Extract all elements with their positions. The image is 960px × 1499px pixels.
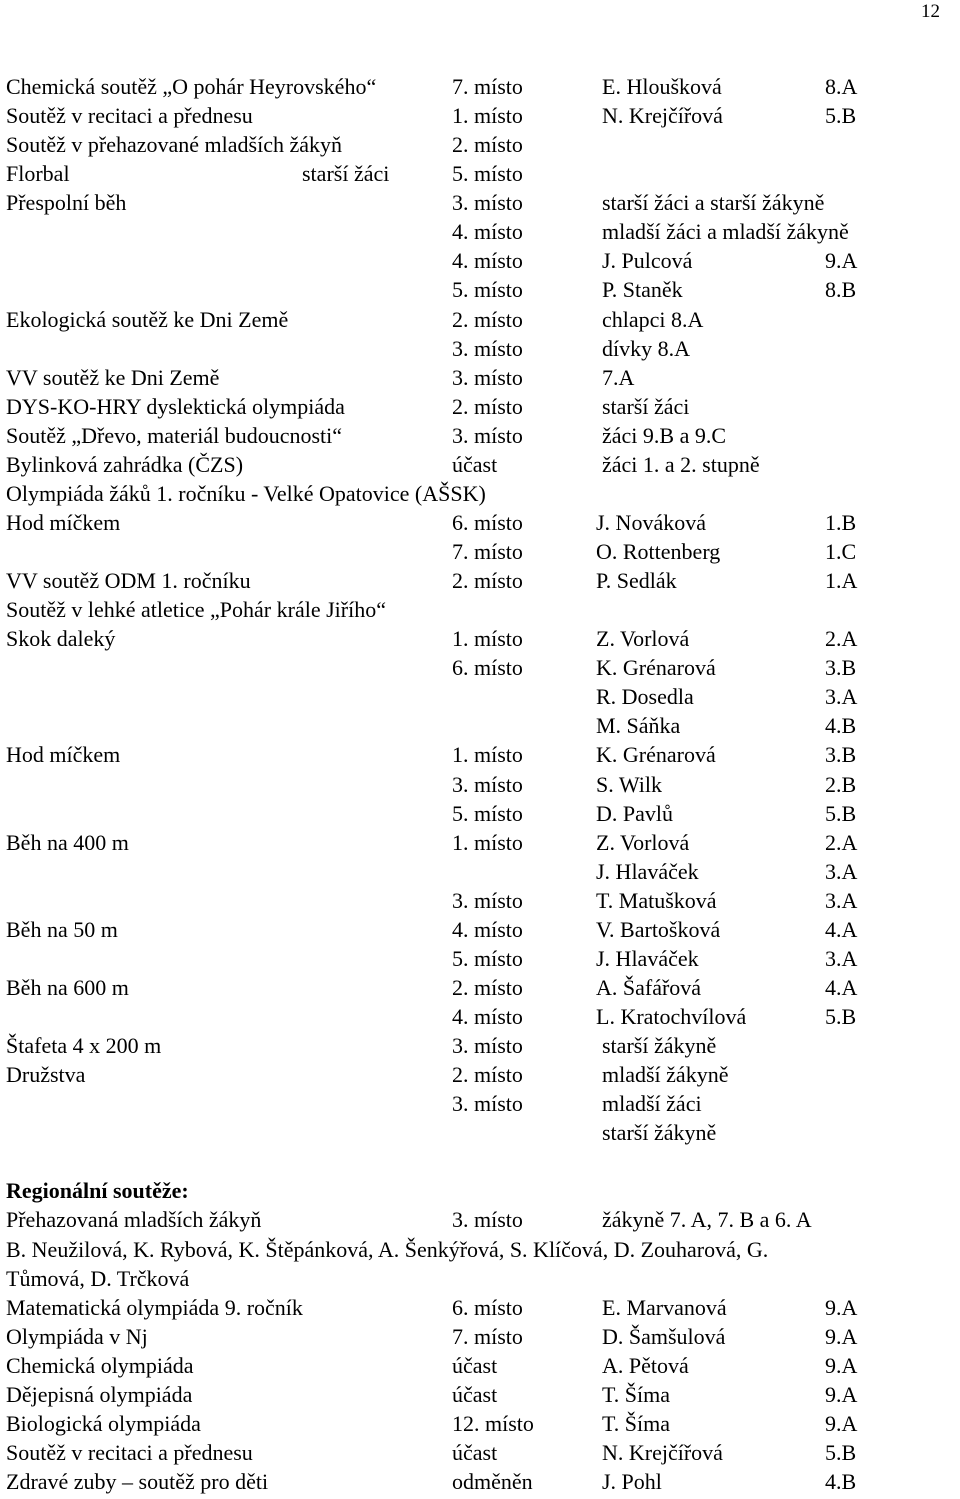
placement: 4. místo — [452, 916, 523, 942]
placement: 6. místo — [452, 509, 523, 535]
placement: 3. místo — [452, 771, 523, 797]
class-label: 9.A — [825, 1381, 858, 1407]
result-row — [6, 1380, 956, 1409]
placement: účast — [452, 1381, 498, 1407]
placement: 7. místo — [452, 74, 523, 99]
placement: 1. místo — [452, 742, 523, 768]
result-row — [6, 682, 956, 711]
placement: 2. místo — [452, 568, 523, 594]
category-label: starší žáci — [302, 161, 390, 187]
participant: L. Kratochvílová — [596, 1004, 747, 1029]
placement: 5. místo — [452, 945, 523, 971]
result-row — [6, 1293, 956, 1322]
participant: starší žákyně — [602, 1120, 717, 1146]
placement: 2. místo — [452, 974, 523, 1000]
placement: 1. místo — [452, 626, 523, 652]
placement: 2. místo — [452, 1062, 523, 1088]
result-row — [6, 973, 956, 1002]
participant: T. Šíma — [602, 1410, 671, 1436]
participant: A. Pětová — [602, 1352, 689, 1378]
result-row — [6, 624, 956, 653]
competition-name: Přehazovaná mladších žákyň — [6, 1207, 262, 1233]
participant: D. Šamšulová — [602, 1323, 726, 1349]
result-row — [6, 1409, 956, 1438]
participant: P. Staněk — [602, 277, 683, 303]
class-label: 9.A — [825, 1294, 858, 1320]
competition-name: Hod míčkem — [6, 509, 121, 535]
class-label: 1.B — [825, 509, 857, 535]
placement: 2. místo — [452, 306, 523, 332]
school-competitions-list — [6, 72, 956, 1147]
result-row — [6, 1322, 956, 1351]
placement: 3. místo — [452, 335, 523, 361]
result-row — [6, 537, 956, 566]
competition-name: Družstva — [6, 1062, 86, 1088]
participant: P. Sedlák — [596, 568, 677, 594]
participant: žáci 9.B a 9.C — [602, 422, 727, 448]
result-row — [6, 944, 956, 973]
competition-name: Soutěž v přehazované mladších žákyň — [6, 132, 342, 158]
participant: chlapci 8.A — [602, 306, 704, 332]
competition-name: Běh na 50 m — [6, 916, 118, 942]
result-row — [6, 653, 956, 682]
section-line: B. Neužilová, K. Rybová, K. Štěpánková, A. Šenkýřová, S. Klíčová, D. Zouharová, G. — [6, 1236, 769, 1262]
placement: 5. místo — [452, 277, 523, 303]
placement: 7. místo — [452, 1323, 523, 1349]
result-row — [6, 159, 956, 188]
result-row — [6, 130, 956, 159]
class-label: 9.A — [825, 1410, 858, 1436]
result-row — [6, 799, 956, 828]
result-row — [6, 1002, 956, 1031]
placement: 3. místo — [452, 1207, 523, 1233]
placement: 3. místo — [452, 1033, 523, 1059]
participant: R. Dosedla — [596, 684, 694, 710]
result-row — [6, 740, 956, 769]
participant: E. Marvanová — [602, 1294, 727, 1320]
participant: J. Hlaváček — [596, 945, 699, 971]
class-label: 3.B — [825, 655, 857, 681]
result-row — [6, 828, 956, 857]
placement: 3. místo — [452, 422, 523, 448]
placement: 4. místo — [452, 1004, 523, 1029]
competition-name: Ekologická soutěž ke Dni Země — [6, 306, 289, 332]
participant: žákyně 7. A, 7. B a 6. A — [602, 1207, 812, 1233]
participant: A. Šafářová — [596, 974, 702, 1000]
result-row — [6, 305, 956, 334]
class-label: 5.B — [825, 1439, 857, 1465]
placement: 3. místo — [452, 364, 523, 390]
result-row — [6, 886, 956, 915]
participant: J. Pohl — [602, 1469, 662, 1494]
placement: 5. místo — [452, 800, 523, 826]
result-row — [6, 1351, 956, 1380]
result-row — [6, 217, 956, 246]
class-label: 4.A — [825, 974, 858, 1000]
competition-name: Skok daleký — [6, 626, 116, 652]
participant: mladší žáci — [602, 1091, 702, 1117]
regional-competitions-list — [6, 1205, 956, 1496]
placement: 7. místo — [452, 539, 523, 564]
result-row — [6, 334, 956, 363]
placement: účast — [452, 1352, 498, 1378]
placement: 1. místo — [452, 829, 523, 855]
section-gap — [6, 1147, 956, 1176]
placement: 2. místo — [452, 393, 523, 419]
participant: J. Pulcová — [602, 248, 693, 274]
competition-name: Florbal — [6, 161, 70, 187]
result-row — [6, 1031, 956, 1060]
class-label: 8.B — [825, 277, 857, 303]
class-label: 1.C — [825, 539, 857, 564]
participant: K. Grénarová — [596, 742, 716, 768]
section-line: Olympiáda žáků 1. ročníku - Velké Opatovice (AŠSK) — [6, 480, 486, 506]
participant: starší žáci — [602, 393, 690, 419]
class-label: 5.B — [825, 800, 857, 826]
competition-name: Běh na 400 m — [6, 829, 129, 855]
result-row — [6, 711, 956, 740]
class-label: 3.A — [825, 945, 858, 971]
class-label: 8.A — [825, 74, 858, 99]
participant: O. Rottenberg — [596, 539, 721, 564]
competition-name: VV soutěž ODM 1. ročníku — [6, 568, 251, 594]
participant: N. Krejčířová — [602, 103, 723, 129]
placement: 6. místo — [452, 655, 523, 681]
participant: V. Bartošková — [596, 916, 721, 942]
result-row — [6, 1205, 956, 1234]
participant: starší žáci a starší žákyně — [602, 190, 825, 216]
result-row — [6, 595, 956, 624]
competition-name: Biologická olympiáda — [6, 1410, 201, 1436]
placement: 3. místo — [452, 190, 523, 216]
result-row — [6, 915, 956, 944]
result-row — [6, 101, 956, 130]
result-row — [6, 857, 956, 886]
class-label: 2.A — [825, 626, 858, 652]
result-row — [6, 1060, 956, 1089]
class-label: 3.A — [825, 887, 858, 913]
participant: žáci 1. a 2. stupně — [602, 451, 760, 477]
result-row — [6, 566, 956, 595]
result-row — [6, 1089, 956, 1118]
competition-name: Olympiáda v Nj — [6, 1323, 148, 1349]
competition-name: Zdravé zuby – soutěž pro děti — [6, 1469, 269, 1494]
result-row — [6, 72, 956, 101]
result-row — [6, 188, 956, 217]
participant: N. Krejčířová — [602, 1439, 723, 1465]
participant: J. Hlaváček — [596, 858, 699, 884]
participant: E. Hloušková — [602, 74, 722, 99]
competition-name: Soutěž v recitaci a přednesu — [6, 1439, 253, 1465]
class-label: 3.A — [825, 684, 858, 710]
regional-heading: Regionální soutěže: — [6, 1178, 189, 1204]
result-row — [6, 1467, 956, 1496]
placement: 1. místo — [452, 103, 523, 129]
class-label: 9.A — [825, 1323, 858, 1349]
competition-name: Štafeta 4 x 200 m — [6, 1033, 162, 1059]
competition-name: Hod míčkem — [6, 742, 121, 768]
competition-name: VV soutěž ke Dni Země — [6, 364, 220, 390]
result-row — [6, 246, 956, 275]
placement: účast — [452, 1439, 498, 1465]
result-row — [6, 770, 956, 799]
placement: 6. místo — [452, 1294, 523, 1320]
class-label: 9.A — [825, 248, 858, 274]
placement: 4. místo — [452, 219, 523, 245]
class-label: 5.B — [825, 1004, 857, 1029]
participant: K. Grénarová — [596, 655, 716, 681]
class-label: 9.A — [825, 1352, 858, 1378]
regional-heading-row — [6, 1176, 956, 1205]
result-row — [6, 1264, 956, 1293]
section-line: Soutěž v lehké atletice „Pohár krále Jiřího“ — [6, 597, 386, 623]
class-label: 2.B — [825, 771, 857, 797]
result-row — [6, 1438, 956, 1467]
participant: mladší žákyně — [602, 1062, 729, 1088]
competition-name: DYS-KO-HRY dyslektická olympiáda — [6, 393, 345, 419]
competition-name: Matematická olympiáda 9. ročník — [6, 1294, 303, 1320]
participant: 7.A — [602, 364, 635, 390]
result-row — [6, 1235, 956, 1264]
competition-name: Dějepisná olympiáda — [6, 1381, 193, 1407]
class-label: 4.B — [825, 713, 857, 739]
class-label: 2.A — [825, 829, 858, 855]
class-label: 1.A — [825, 568, 858, 594]
result-row — [6, 1118, 956, 1147]
page-number: 12 — [921, 1, 940, 22]
participant: T. Matušková — [596, 887, 717, 913]
placement: odměněn — [452, 1469, 533, 1494]
class-label: 4.A — [825, 916, 858, 942]
results-document — [6, 72, 956, 1496]
class-label: 3.A — [825, 858, 858, 884]
placement: 12. místo — [452, 1410, 534, 1436]
competition-name: Soutěž v recitaci a přednesu — [6, 103, 253, 129]
competition-name: Chemická soutěž „O pohár Heyrovského“ — [6, 74, 377, 99]
competition-name: Soutěž „Dřevo, materiál budoucnosti“ — [6, 422, 343, 448]
result-row — [6, 275, 956, 304]
placement: 5. místo — [452, 161, 523, 187]
result-row — [6, 450, 956, 479]
participant: D. Pavlů — [596, 800, 673, 826]
participant: starší žákyně — [602, 1033, 717, 1059]
participant: Z. Vorlová — [596, 829, 690, 855]
placement: 3. místo — [452, 887, 523, 913]
competition-name: Chemická olympiáda — [6, 1352, 194, 1378]
result-row — [6, 392, 956, 421]
placement: 4. místo — [452, 248, 523, 274]
result-row — [6, 508, 956, 537]
participant: S. Wilk — [596, 771, 662, 797]
participant: Z. Vorlová — [596, 626, 690, 652]
placement: 3. místo — [452, 1091, 523, 1117]
competition-name: Běh na 600 m — [6, 974, 129, 1000]
class-label: 4.B — [825, 1469, 857, 1494]
participant: dívky 8.A — [602, 335, 690, 361]
participant: J. Nováková — [596, 509, 706, 535]
placement: 2. místo — [452, 132, 523, 158]
participant: T. Šíma — [602, 1381, 671, 1407]
result-row — [6, 363, 956, 392]
competition-name: Bylinková zahrádka (ČZS) — [6, 451, 244, 477]
result-row — [6, 479, 956, 508]
competition-name: Přespolní běh — [6, 190, 127, 216]
class-label: 5.B — [825, 103, 857, 129]
participant: M. Sáňka — [596, 713, 681, 739]
result-row — [6, 421, 956, 450]
class-label: 3.B — [825, 742, 857, 768]
placement: účast — [452, 451, 498, 477]
participant: mladší žáci a mladší žákyně — [602, 219, 849, 245]
section-line: Tůmová, D. Trčková — [6, 1265, 190, 1291]
